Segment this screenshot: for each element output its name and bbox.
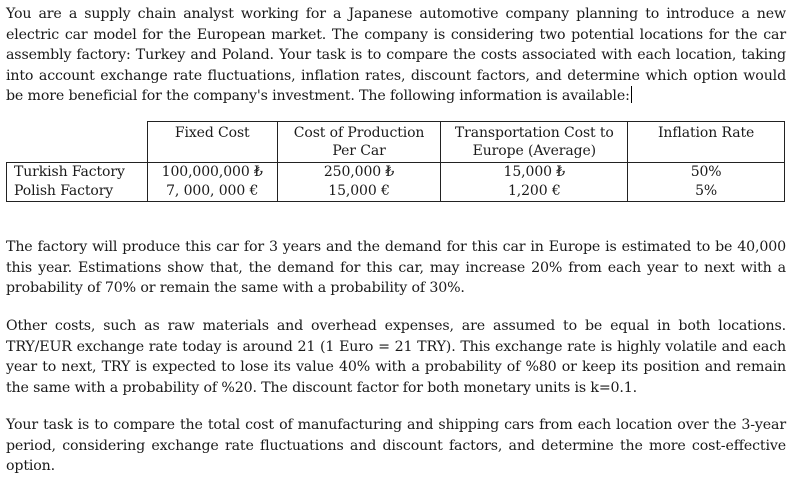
- demand-paragraph: The factory will produce this car for 3 years and the demand for this car in Europe is estimated to be 40,000 this year. Estimations show that, the demand for this car, may increase 20% from each year to next with a probability of 70% or remain the same with a probability of 30%.: [6, 239, 786, 296]
- header-transport-cost: Transportation Cost to Europe (Average): [441, 122, 628, 163]
- task-paragraph: Your task is to compare the total cost of manufacturing and shipping cars from each location over the 3-year period, considering exchange rate fluctuations and discount factors, and determine the more cost-effective option.: [6, 417, 786, 474]
- cell-inflation-rate: 5%: [628, 182, 785, 202]
- cell-inflation-rate: 50%: [628, 163, 785, 183]
- table-row: [7, 182, 785, 202]
- cell-fixed-cost: 100,000,000 ₺: [147, 163, 277, 183]
- row-label-polish: Polish Factory: [7, 182, 148, 202]
- header-fixed-cost: Fixed Cost: [147, 122, 277, 163]
- intro-paragraph: [6, 4, 786, 107]
- header-inflation-rate: Inflation Rate: [628, 122, 785, 163]
- intro-text: You are a supply chain analyst working for a Japanese automotive company planning to introduce a new electric car model for the European market. The company is considering two potential locations for the car assembly factory: Turkey and Poland. Your task is to compare the costs associated with each location, taking into account exchange rate fluctuations, inflation rates, discount factors, and determine which option would be more beneficial for the company's investment. The following information is available:: [6, 6, 786, 104]
- table-row: [7, 163, 785, 183]
- header-production-cost: Cost of Production Per Car: [277, 122, 441, 163]
- row-label-turkish: Turkish Factory: [7, 163, 148, 183]
- table-corner-cell: [7, 122, 148, 163]
- text-cursor: [631, 86, 632, 103]
- cell-transport-cost: 15,000 ₺: [441, 163, 628, 183]
- table-header-row: [7, 122, 785, 163]
- cost-comparison-table: [6, 121, 785, 202]
- cell-production-cost: 15,000 €: [277, 182, 441, 202]
- cell-fixed-cost: 7, 000, 000 €: [147, 182, 277, 202]
- cell-transport-cost: 1,200 €: [441, 182, 628, 202]
- cell-production-cost: 250,000 ₺: [277, 163, 441, 183]
- exchange-rate-paragraph: Other costs, such as raw materials and overhead expenses, are assumed to be equal in both locations. TRY/EUR exchange rate today is around 21 (1 Euro = 21 TRY). This exchange rate is highly volatile and each year to next, TRY is expected to lose its value 40% with a probability of %80 or keep its position and remain the same with a probability of %20. The discount factor for both monetary units is k=0.1.: [6, 318, 786, 396]
